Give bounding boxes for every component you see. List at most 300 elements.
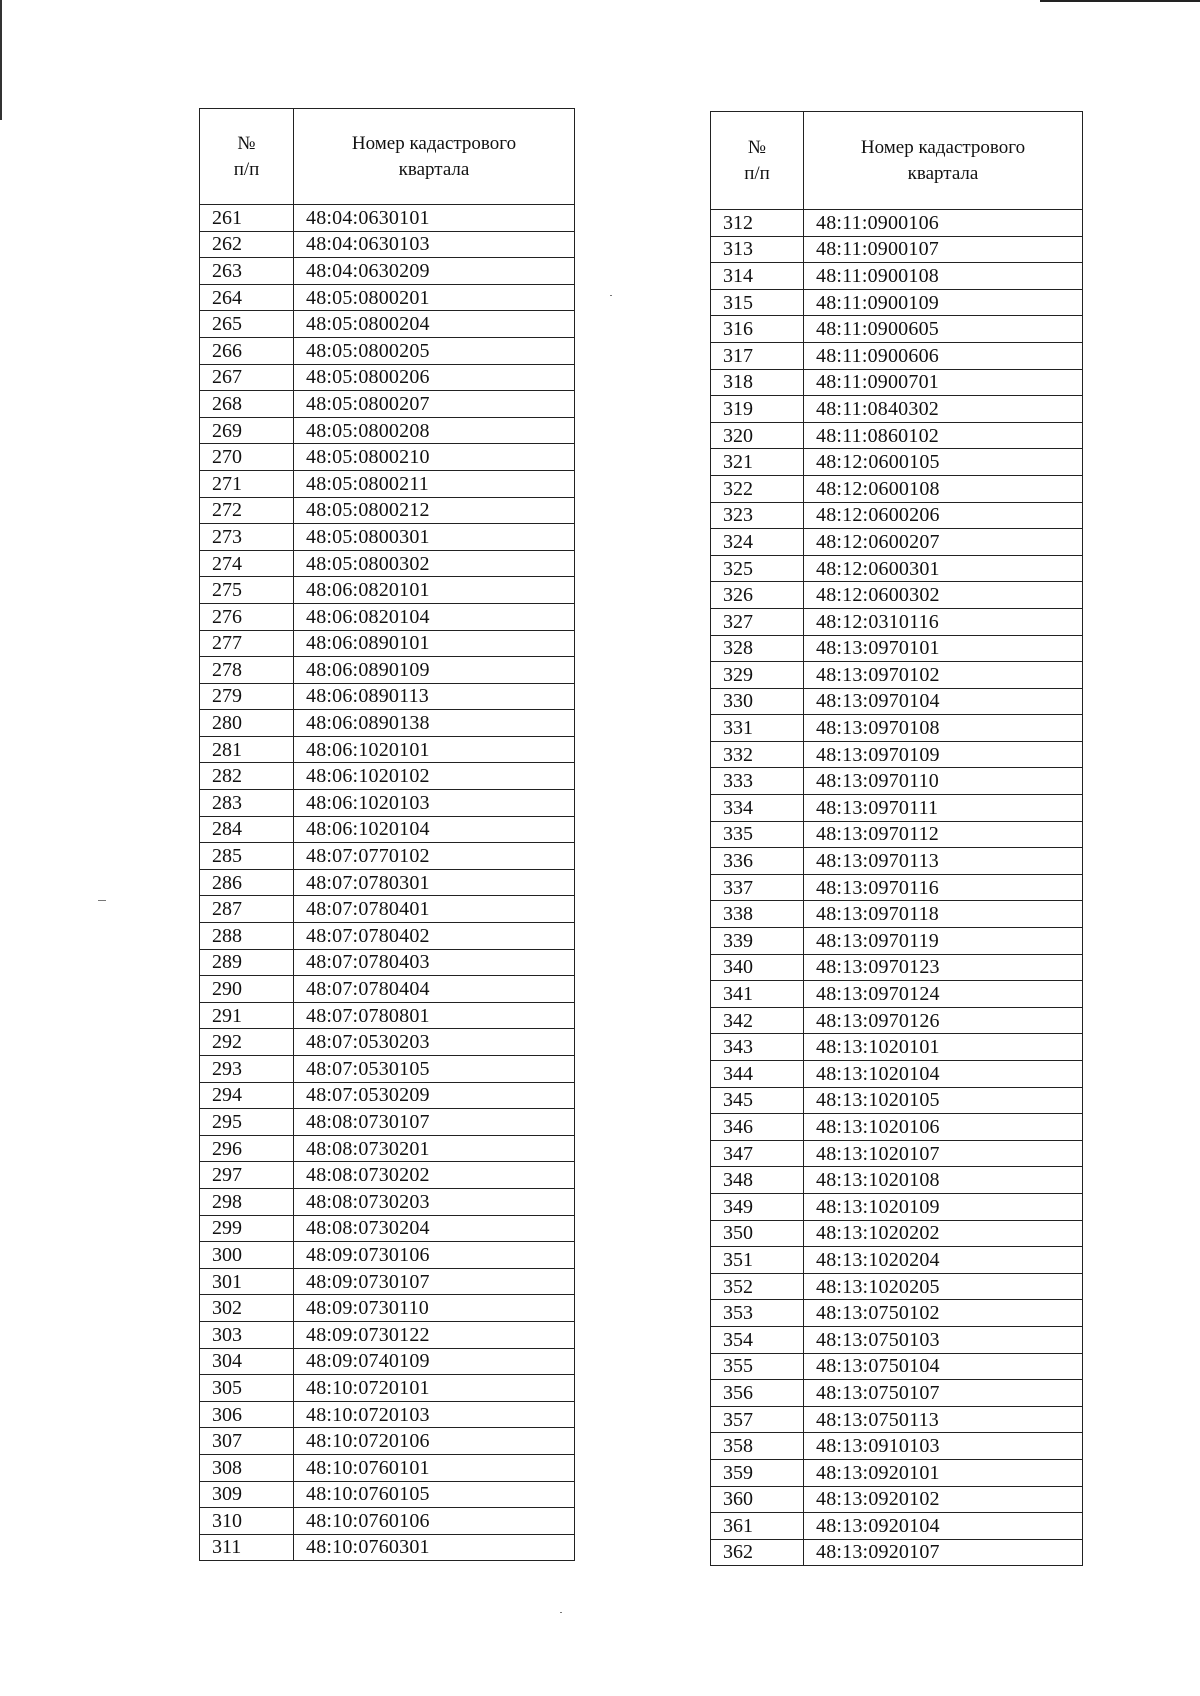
scan-speck <box>560 1612 562 1613</box>
cadastral-quarter-number: 48:07:0530105 <box>294 1056 575 1083</box>
table-row <box>711 1007 1083 1034</box>
cadastral-quarter-number: 48:13:0970119 <box>804 928 1083 955</box>
cadastral-quarter-number: 48:08:0730204 <box>294 1215 575 1242</box>
table-row <box>200 417 575 444</box>
row-number: 360 <box>711 1486 804 1513</box>
cadastral-quarter-number: 48:13:0750107 <box>804 1380 1083 1407</box>
cadastral-quarter-number: 48:13:0750104 <box>804 1353 1083 1380</box>
cadastral-quarter-number: 48:05:0800302 <box>294 550 575 577</box>
cadastral-quarter-number: 48:07:0780301 <box>294 869 575 896</box>
cadastral-quarter-number: 48:07:0780801 <box>294 1002 575 1029</box>
cadastral-quarter-number: 48:11:0900605 <box>804 316 1083 343</box>
table-row <box>711 502 1083 529</box>
row-number: 307 <box>200 1428 294 1455</box>
table-row <box>200 470 575 497</box>
table-row <box>200 550 575 577</box>
table-row <box>711 422 1083 449</box>
cadastral-table-right <box>710 111 1083 1566</box>
row-number: 293 <box>200 1056 294 1083</box>
table-header-row <box>711 112 1083 210</box>
row-number: 353 <box>711 1300 804 1327</box>
row-number: 267 <box>200 364 294 391</box>
table-row <box>200 1109 575 1136</box>
table-row <box>200 923 575 950</box>
cadastral-quarter-number: 48:05:0800205 <box>294 337 575 364</box>
table-row <box>711 1114 1083 1141</box>
table-row <box>200 710 575 737</box>
row-number: 335 <box>711 821 804 848</box>
row-number: 291 <box>200 1002 294 1029</box>
row-number: 336 <box>711 848 804 875</box>
table-row <box>200 630 575 657</box>
row-number: 279 <box>200 683 294 710</box>
cadastral-quarter-number: 48:06:1020101 <box>294 736 575 763</box>
row-number: 315 <box>711 289 804 316</box>
table-row <box>200 736 575 763</box>
row-number: 294 <box>200 1082 294 1109</box>
row-number: 323 <box>711 502 804 529</box>
cadastral-quarter-number: 48:05:0800212 <box>294 497 575 524</box>
cadastral-quarter-number: 48:06:0890113 <box>294 683 575 710</box>
scan-speck <box>98 900 106 901</box>
row-number: 320 <box>711 422 804 449</box>
table-row <box>200 1029 575 1056</box>
cadastral-quarter-number: 48:10:0760105 <box>294 1481 575 1508</box>
table-row <box>711 263 1083 290</box>
cadastral-quarter-number: 48:06:0890138 <box>294 710 575 737</box>
cadastral-quarter-number: 48:13:0970123 <box>804 954 1083 981</box>
row-number: 275 <box>200 577 294 604</box>
cadastral-quarter-number: 48:13:0970111 <box>804 795 1083 822</box>
cadastral-table-left <box>199 108 575 1561</box>
cadastral-quarter-number: 48:13:0970104 <box>804 688 1083 715</box>
table-row <box>711 981 1083 1008</box>
cadastral-quarter-number: 48:11:0900701 <box>804 369 1083 396</box>
cadastral-quarter-number: 48:06:1020104 <box>294 816 575 843</box>
cadastral-quarter-number: 48:13:1020101 <box>804 1034 1083 1061</box>
table-row <box>711 1539 1083 1566</box>
table-row <box>200 1188 575 1215</box>
cadastral-quarter-number: 48:07:0780403 <box>294 949 575 976</box>
table-row <box>200 1481 575 1508</box>
cadastral-quarter-number: 48:12:0600301 <box>804 555 1083 582</box>
row-number: 274 <box>200 550 294 577</box>
cadastral-quarter-number: 48:05:0800204 <box>294 311 575 338</box>
table-row <box>200 311 575 338</box>
cadastral-quarter-number: 48:13:0970118 <box>804 901 1083 928</box>
table-row <box>711 316 1083 343</box>
cadastral-quarter-number: 48:05:0800207 <box>294 391 575 418</box>
table-row <box>711 449 1083 476</box>
cadastral-quarter-number: 48:13:0970101 <box>804 635 1083 662</box>
table-row <box>200 1295 575 1322</box>
row-number: 314 <box>711 263 804 290</box>
table-row <box>711 795 1083 822</box>
header-number <box>200 109 294 205</box>
table-row <box>711 1140 1083 1167</box>
row-number: 322 <box>711 475 804 502</box>
header-cadastral-quarter <box>294 109 575 205</box>
row-number: 330 <box>711 688 804 715</box>
cadastral-quarter-number: 48:05:0800206 <box>294 364 575 391</box>
row-number: 301 <box>200 1268 294 1295</box>
table-row <box>200 1056 575 1083</box>
cadastral-quarter-number: 48:09:0730107 <box>294 1268 575 1295</box>
row-number: 281 <box>200 736 294 763</box>
row-number: 349 <box>711 1193 804 1220</box>
table-row <box>200 843 575 870</box>
row-number: 342 <box>711 1007 804 1034</box>
table-row <box>200 497 575 524</box>
table-row <box>200 1135 575 1162</box>
table-row <box>200 603 575 630</box>
table-row <box>711 369 1083 396</box>
header-cadastral-quarter-text: Номер кадастрового квартала <box>351 132 517 180</box>
row-number: 266 <box>200 337 294 364</box>
cadastral-quarter-number: 48:06:1020103 <box>294 790 575 817</box>
table-row <box>711 608 1083 635</box>
row-number: 278 <box>200 657 294 684</box>
table-row <box>711 741 1083 768</box>
cadastral-quarter-number: 48:13:0920104 <box>804 1513 1083 1540</box>
cadastral-quarter-number: 48:13:0750102 <box>804 1300 1083 1327</box>
cadastral-quarter-number: 48:12:0600108 <box>804 475 1083 502</box>
table-row <box>711 768 1083 795</box>
table-row <box>200 258 575 285</box>
table-row <box>200 949 575 976</box>
table-row <box>711 236 1083 263</box>
row-number: 348 <box>711 1167 804 1194</box>
row-number: 289 <box>200 949 294 976</box>
table-row <box>711 874 1083 901</box>
row-number: 350 <box>711 1220 804 1247</box>
cadastral-quarter-number: 48:09:0740109 <box>294 1348 575 1375</box>
cadastral-quarter-number: 48:13:0970102 <box>804 662 1083 689</box>
row-number: 282 <box>200 763 294 790</box>
row-number: 331 <box>711 715 804 742</box>
cadastral-quarter-number: 48:12:0600207 <box>804 529 1083 556</box>
row-number: 332 <box>711 741 804 768</box>
row-number: 269 <box>200 417 294 444</box>
row-number: 280 <box>200 710 294 737</box>
row-number: 339 <box>711 928 804 955</box>
header-number-text: № п/п <box>233 132 260 180</box>
cadastral-quarter-number: 48:13:1020106 <box>804 1114 1083 1141</box>
row-number: 306 <box>200 1401 294 1428</box>
table-row <box>200 1375 575 1402</box>
cadastral-quarter-number: 48:13:0970113 <box>804 848 1083 875</box>
table-row <box>200 976 575 1003</box>
table-row <box>711 1273 1083 1300</box>
cadastral-quarter-number: 48:09:0730122 <box>294 1321 575 1348</box>
row-number: 261 <box>200 205 294 232</box>
table-row <box>711 210 1083 237</box>
cadastral-quarter-number: 48:05:0800210 <box>294 444 575 471</box>
scan-edge-mark <box>1040 0 1200 2</box>
cadastral-quarter-number: 48:07:0530209 <box>294 1082 575 1109</box>
cadastral-quarter-number: 48:05:0800211 <box>294 470 575 497</box>
row-number: 354 <box>711 1326 804 1353</box>
cadastral-quarter-number: 48:13:0970112 <box>804 821 1083 848</box>
cadastral-quarter-number: 48:13:1020108 <box>804 1167 1083 1194</box>
scan-speck <box>610 295 612 296</box>
header-cadastral-quarter-text: Номер кадастрового квартала <box>860 136 1026 184</box>
table-header-row <box>200 109 575 205</box>
cadastral-quarter-number: 48:05:0800301 <box>294 524 575 551</box>
cadastral-quarter-number: 48:10:0720103 <box>294 1401 575 1428</box>
table-row <box>711 1247 1083 1274</box>
table-row <box>200 1242 575 1269</box>
table-row <box>200 683 575 710</box>
row-number: 346 <box>711 1114 804 1141</box>
cadastral-quarter-number: 48:10:0720106 <box>294 1428 575 1455</box>
row-number: 263 <box>200 258 294 285</box>
cadastral-quarter-number: 48:13:1020105 <box>804 1087 1083 1114</box>
cadastral-quarter-number: 48:06:0820101 <box>294 577 575 604</box>
cadastral-quarter-number: 48:13:1020109 <box>804 1193 1083 1220</box>
scan-edge-mark <box>0 0 2 120</box>
row-number: 352 <box>711 1273 804 1300</box>
table-row <box>711 848 1083 875</box>
row-number: 277 <box>200 630 294 657</box>
table-row <box>200 790 575 817</box>
row-number: 325 <box>711 555 804 582</box>
table-row <box>711 821 1083 848</box>
row-number: 351 <box>711 1247 804 1274</box>
table-row <box>200 284 575 311</box>
row-number: 300 <box>200 1242 294 1269</box>
row-number: 285 <box>200 843 294 870</box>
row-number: 284 <box>200 816 294 843</box>
cadastral-quarter-number: 48:13:0970108 <box>804 715 1083 742</box>
table-row <box>711 901 1083 928</box>
cadastral-quarter-number: 48:04:0630209 <box>294 258 575 285</box>
table-row <box>711 1406 1083 1433</box>
cadastral-quarter-number: 48:09:0730106 <box>294 1242 575 1269</box>
cadastral-quarter-number: 48:13:0750113 <box>804 1406 1083 1433</box>
cadastral-quarter-number: 48:07:0780402 <box>294 923 575 950</box>
cadastral-quarter-number: 48:11:0900106 <box>804 210 1083 237</box>
table-row <box>711 715 1083 742</box>
cadastral-quarter-number: 48:13:0910103 <box>804 1433 1083 1460</box>
cadastral-quarter-number: 48:13:0970116 <box>804 874 1083 901</box>
row-number: 318 <box>711 369 804 396</box>
row-number: 347 <box>711 1140 804 1167</box>
table-row <box>200 391 575 418</box>
table-row <box>711 555 1083 582</box>
row-number: 295 <box>200 1109 294 1136</box>
row-number: 270 <box>200 444 294 471</box>
row-number: 271 <box>200 470 294 497</box>
table-row <box>200 577 575 604</box>
cadastral-quarter-number: 48:08:0730203 <box>294 1188 575 1215</box>
row-number: 344 <box>711 1061 804 1088</box>
cadastral-quarter-number: 48:06:0820104 <box>294 603 575 630</box>
table-row <box>200 524 575 551</box>
row-number: 292 <box>200 1029 294 1056</box>
row-number: 328 <box>711 635 804 662</box>
row-number: 283 <box>200 790 294 817</box>
cadastral-quarter-number: 48:13:1020202 <box>804 1220 1083 1247</box>
table-row <box>711 1034 1083 1061</box>
cadastral-quarter-number: 48:13:0920102 <box>804 1486 1083 1513</box>
table-row <box>200 816 575 843</box>
table-row <box>200 1002 575 1029</box>
row-number: 361 <box>711 1513 804 1540</box>
cadastral-quarter-number: 48:06:0890109 <box>294 657 575 684</box>
row-number: 321 <box>711 449 804 476</box>
row-number: 288 <box>200 923 294 950</box>
cadastral-quarter-number: 48:10:0760301 <box>294 1534 575 1561</box>
table-row <box>200 1348 575 1375</box>
table-row <box>200 1082 575 1109</box>
row-number: 340 <box>711 954 804 981</box>
row-number: 310 <box>200 1508 294 1535</box>
row-number: 334 <box>711 795 804 822</box>
cadastral-quarter-number: 48:09:0730110 <box>294 1295 575 1322</box>
table-row <box>200 364 575 391</box>
table-row <box>711 396 1083 423</box>
table-row <box>711 1380 1083 1407</box>
table-row <box>711 1167 1083 1194</box>
table-row <box>711 635 1083 662</box>
cadastral-quarter-number: 48:11:0840302 <box>804 396 1083 423</box>
row-number: 356 <box>711 1380 804 1407</box>
cadastral-quarter-number: 48:07:0770102 <box>294 843 575 870</box>
cadastral-quarter-number: 48:10:0760101 <box>294 1454 575 1481</box>
table-row <box>711 1220 1083 1247</box>
table-row <box>200 444 575 471</box>
header-number-text: № п/п <box>744 136 770 184</box>
table-row <box>200 1508 575 1535</box>
row-number: 262 <box>200 231 294 258</box>
table-row <box>711 1353 1083 1380</box>
table-row <box>200 1428 575 1455</box>
row-number: 355 <box>711 1353 804 1380</box>
cadastral-quarter-number: 48:10:0720101 <box>294 1375 575 1402</box>
row-number: 273 <box>200 524 294 551</box>
cadastral-quarter-number: 48:08:0730107 <box>294 1109 575 1136</box>
row-number: 338 <box>711 901 804 928</box>
table-row <box>711 928 1083 955</box>
table-row <box>200 763 575 790</box>
cadastral-quarter-number: 48:11:0900107 <box>804 236 1083 263</box>
row-number: 357 <box>711 1406 804 1433</box>
table-row <box>711 289 1083 316</box>
row-number: 286 <box>200 869 294 896</box>
row-number: 272 <box>200 497 294 524</box>
row-number: 345 <box>711 1087 804 1114</box>
row-number: 333 <box>711 768 804 795</box>
table-row <box>711 1459 1083 1486</box>
cadastral-quarter-number: 48:12:0600302 <box>804 582 1083 609</box>
cadastral-quarter-number: 48:13:1020205 <box>804 1273 1083 1300</box>
row-number: 303 <box>200 1321 294 1348</box>
cadastral-quarter-number: 48:11:0860102 <box>804 422 1083 449</box>
row-number: 316 <box>711 316 804 343</box>
row-number: 265 <box>200 311 294 338</box>
row-number: 343 <box>711 1034 804 1061</box>
row-number: 313 <box>711 236 804 263</box>
table-row <box>711 529 1083 556</box>
cadastral-quarter-number: 48:05:0800208 <box>294 417 575 444</box>
row-number: 326 <box>711 582 804 609</box>
cadastral-quarter-number: 48:13:0970109 <box>804 741 1083 768</box>
row-number: 304 <box>200 1348 294 1375</box>
cadastral-quarter-number: 48:07:0780401 <box>294 896 575 923</box>
header-number <box>711 112 804 210</box>
cadastral-quarter-number: 48:07:0530203 <box>294 1029 575 1056</box>
cadastral-quarter-number: 48:06:0890101 <box>294 630 575 657</box>
cadastral-quarter-number: 48:13:0920107 <box>804 1539 1083 1566</box>
table-row <box>711 1513 1083 1540</box>
cadastral-quarter-number: 48:04:0630103 <box>294 231 575 258</box>
cadastral-quarter-number: 48:13:0970110 <box>804 768 1083 795</box>
cadastral-quarter-number: 48:07:0780404 <box>294 976 575 1003</box>
cadastral-quarter-number: 48:11:0900109 <box>804 289 1083 316</box>
table-row <box>200 205 575 232</box>
row-number: 302 <box>200 1295 294 1322</box>
cadastral-quarter-number: 48:12:0600206 <box>804 502 1083 529</box>
row-number: 337 <box>711 874 804 901</box>
table-row <box>200 1162 575 1189</box>
row-number: 329 <box>711 662 804 689</box>
row-number: 276 <box>200 603 294 630</box>
row-number: 308 <box>200 1454 294 1481</box>
row-number: 319 <box>711 396 804 423</box>
table-row <box>200 1321 575 1348</box>
cadastral-quarter-number: 48:13:0970126 <box>804 1007 1083 1034</box>
table-row <box>200 337 575 364</box>
table-row <box>711 475 1083 502</box>
table-row <box>200 657 575 684</box>
table-row <box>711 954 1083 981</box>
cadastral-quarter-number: 48:10:0760106 <box>294 1508 575 1535</box>
row-number: 327 <box>711 608 804 635</box>
cadastral-quarter-number: 48:13:1020104 <box>804 1061 1083 1088</box>
cadastral-quarter-number: 48:12:0310116 <box>804 608 1083 635</box>
table-row <box>711 1433 1083 1460</box>
cadastral-quarter-number: 48:13:1020204 <box>804 1247 1083 1274</box>
row-number: 297 <box>200 1162 294 1189</box>
table-row <box>711 1300 1083 1327</box>
cadastral-quarter-number: 48:12:0600105 <box>804 449 1083 476</box>
cadastral-quarter-number: 48:06:1020102 <box>294 763 575 790</box>
cadastral-quarter-number: 48:13:0920101 <box>804 1459 1083 1486</box>
row-number: 296 <box>200 1135 294 1162</box>
table-row <box>200 1215 575 1242</box>
cadastral-quarter-number: 48:11:0900108 <box>804 263 1083 290</box>
table-row <box>200 231 575 258</box>
row-number: 312 <box>711 210 804 237</box>
row-number: 358 <box>711 1433 804 1460</box>
cadastral-quarter-number: 48:04:0630101 <box>294 205 575 232</box>
cadastral-quarter-number: 48:08:0730202 <box>294 1162 575 1189</box>
table-row <box>711 1486 1083 1513</box>
table-row <box>711 1087 1083 1114</box>
row-number: 324 <box>711 529 804 556</box>
row-number: 299 <box>200 1215 294 1242</box>
cadastral-quarter-number: 48:05:0800201 <box>294 284 575 311</box>
row-number: 311 <box>200 1534 294 1561</box>
table-row <box>200 1268 575 1295</box>
table-row <box>711 582 1083 609</box>
table-row <box>200 869 575 896</box>
row-number: 341 <box>711 981 804 1008</box>
table-row <box>711 662 1083 689</box>
table-row <box>711 1326 1083 1353</box>
header-cadastral-quarter <box>804 112 1083 210</box>
